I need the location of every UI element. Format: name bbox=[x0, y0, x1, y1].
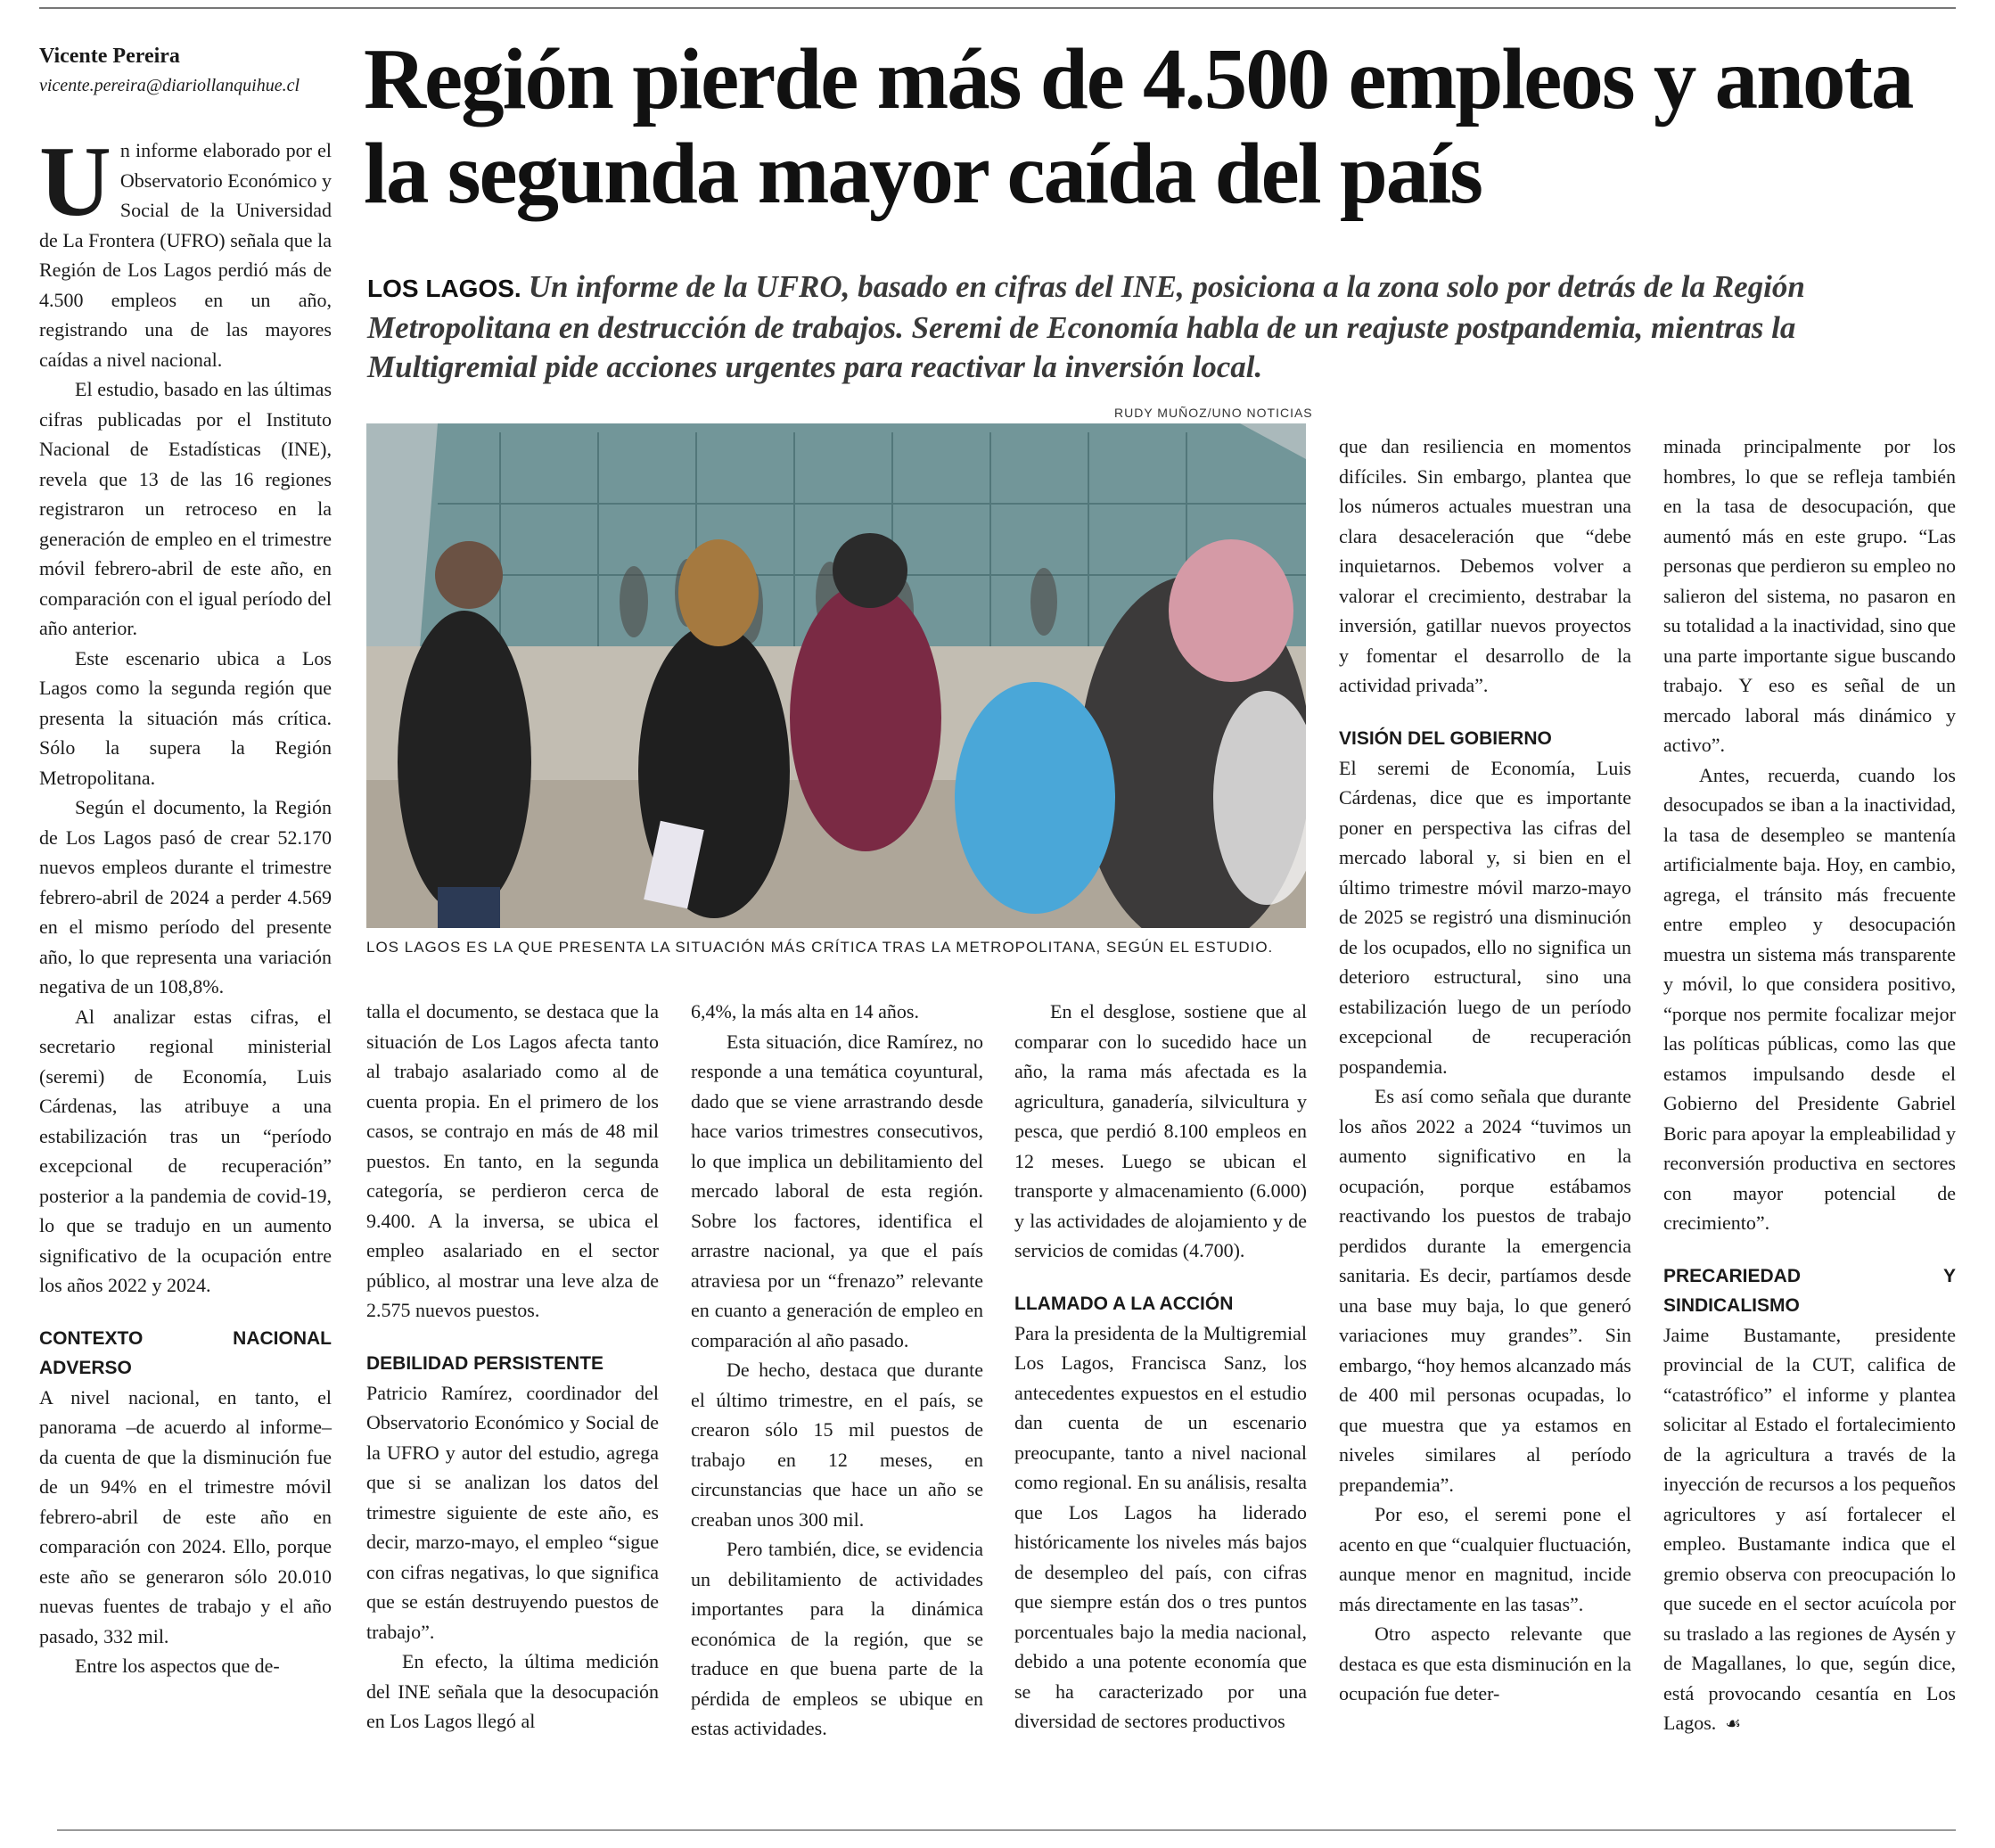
body-paragraph: Al analizar estas cifras, el secretario regional ministerial (seremi) de Economía, Luis Cárdenas, las atribuye a una estabilización tras un “período excepcional de recuperación” posterior a la pandemia de covid-19, lo que se tradujo en un aumento significativo de la ocupación entre los años 2022 y 2024. bbox=[39, 1005, 332, 1296]
column-2 bbox=[366, 997, 659, 1737]
column-6 bbox=[1663, 431, 1956, 1739]
subheading-contexto: CONTEXTO NACIONAL ADVERSO bbox=[39, 1327, 332, 1378]
body-paragraph: Jaime Bustamante, presidente provincial de la CUT, califica de “catastrófico” el informe y plantea solicitar al Estado el fortalecimiento de la agricultura a través de la inyección de recursos a los pequeños agricultores y así fortalecer el empleo. Bustamante indica que el gremio observa con preocupación lo que sucede en el sector acuícola por su traslado a las regiones de Aysén y de Magallanes, lo que, según dice, está provocando cesantía en Los Lagos. ☙ bbox=[1663, 1323, 1956, 1734]
photo-caption: LOS LAGOS ES LA QUE PRESENTA LA SITUACIÓN MÁS CRÍTICA TRAS LA METROPOLITANA, SEGÚN EL ESTUDIO. bbox=[366, 939, 1274, 956]
body-paragraph: talla el documento, se destaca que la situación de Los Lagos afecta tanto al trabajo asalariado como al de cuenta propia. En el primero de los casos, se contrajo en más de 48 mil puestos. En tanto, en la segunda categoría, se perdieron cerca de 9.400. A la inversa, se ubica el empleo asalariado en el sector público, al mostrar una leve alza de 2.575 nuevos puestos. bbox=[366, 1000, 659, 1321]
body-paragraph: Para la presidenta de la Multigremial Los Lagos, Francisca Sanz, los antecedentes expuestos en el estudio dan cuenta de un escenario preocupante, tanto a nivel nacional como regional. En su análisis, resalta que Los Lagos ha liderado históricamente los niveles más bajos de desempleo del país, con cifras que siempre están dos o tres puntos porcentuales bajo la media nacional, debido a una potente economía que se ha caracterizado por una diversidad de sectores productivos bbox=[1014, 1321, 1307, 1732]
headline: Región pierde más de 4.500 empleos y anota la segunda mayor caída del país bbox=[364, 31, 1913, 221]
byline bbox=[39, 45, 342, 96]
body-paragraph: Entre los aspectos que de- bbox=[75, 1655, 280, 1677]
news-photo bbox=[366, 423, 1306, 928]
column-3 bbox=[691, 997, 983, 1744]
body-paragraph: Es así como señala que durante los años 2022 a 2024 “tuvimos un aumento significativo en la ocupación, porque estábamos reactivando los puestos de trabajo perdidos durante la emergencia sanitaria. Es decir, partíamos desde una base muy baja, lo que generó variaciones muy grandes”. Sin embargo, “hoy hemos alcanzado más de 400 mil personas ocupadas, lo que muestra que ya estamos en niveles similares al período prepandemia”. bbox=[1339, 1085, 1631, 1496]
lead-paragraph bbox=[367, 267, 1936, 387]
column-1 bbox=[39, 127, 332, 1681]
drop-cap: U bbox=[39, 127, 111, 237]
column-5 bbox=[1339, 431, 1631, 1709]
subheading-debilidad: DEBILIDAD PERSISTENTE bbox=[366, 1352, 604, 1374]
body-paragraph: que dan resiliencia en momentos difíciles. Sin embargo, plantea que los números actuales muestran una clara desaceleración que “debe inquietarnos. Debemos volver a valorar el crecimiento, destrabar la inversión, gatillar nuevos proyectos y fomentar el desarrollo de la actividad privada”. bbox=[1339, 435, 1631, 696]
body-paragraph: Esta situación, dice Ramírez, no responde a una temática coyuntural, dado que se viene arrastrando desde hace varios trimestres consecutivos, lo que implica un debilitamiento del mercado laboral de esta región. Sobre los factores, identifica el arrastre nacional, ya que el país atraviesa por un “frenazo” relevante en cuanto a generación de empleo en comparación al año pasado. bbox=[691, 1030, 983, 1351]
bottom-rule bbox=[57, 1829, 1956, 1831]
subheading-llamado: LLAMADO A LA ACCIÓN bbox=[1014, 1293, 1234, 1314]
body-paragraph: Otro aspecto relevante que destaca es que esta disminución en la ocupación fue deter- bbox=[1339, 1622, 1631, 1704]
author-email[interactable]: vicente.pereira@diariollanquihue.cl bbox=[39, 76, 300, 95]
body-paragraph: Según el documento, la Región de Los Lagos pasó de crear 52.170 nuevos empleos durante el trimestre febrero-abril de 2024 a perder 4.569 en el mismo período del presente año, lo que representa una variación negativa de un 108,8%. bbox=[39, 796, 332, 998]
body-paragraph: Antes, recuerda, cuando los desocupados se iban a la inactividad, la tasa de desempleo se mantenía artificialmente baja. Hoy, en cambio, agrega, el tránsito más frecuente entre empleo y desocupación muestra un sistema más transparente y móvil, lo que considera positivo, “porque nos permite focalizar mejor las políticas públicas, como las que estamos impulsando desde el Gobierno del Presidente Gabriel Boric para apoyar la empleabilidad y reconversión productiva en sectores con mayor potencial de crecimiento”. bbox=[1663, 763, 1956, 1234]
body-paragraph: 6,4%, la más alta en 14 años. bbox=[691, 1000, 919, 1023]
body-paragraph: Por eso, el seremi pone el acento en que “cualquier fluctuación, aunque menor en magnitud, incide más directamente en las tasas”. bbox=[1339, 1503, 1632, 1615]
body-paragraph: Este escenario ubica a Los Lagos como la segunda región que presenta la situación más crítica. Sólo la supera la Región Metropolitana. bbox=[39, 646, 332, 789]
body-paragraph: De hecho, destaca que durante el último trimestre, en el país, se crearon sólo 15 mil puestos de trabajo en 12 meses, en circunstancias que hace un año se creaban unos 300 mil. bbox=[691, 1359, 983, 1531]
body-paragraph: A nivel nacional, en tanto, el panorama –de acuerdo al informe– da cuenta de que la disminución fue de un 94% en el trimestre móvil febrero-abril de este año en comparación con 2024. Ello, porque este año se generaron sólo 20.010 nuevas fuentes de trabajo y el año pasado, 332 mil. bbox=[39, 1385, 332, 1647]
lead-text: Un informe de la UFRO, basado en cifras del INE, posiciona a la zona solo por detrás de la Región Metropolitana en destrucción de trabajos. Seremi de Economía habla de un reajuste postpandemia, mientras la Multigremial pide acciones urgentes para reactivar la inversión local. bbox=[367, 269, 1805, 384]
subheading-precariedad: PRECARIEDAD Y SINDICALISMO bbox=[1663, 1265, 1956, 1316]
subheading-vision: VISIÓN DEL GOBIERNO bbox=[1339, 727, 1552, 749]
crowd-photo-illustration bbox=[366, 423, 1306, 928]
body-paragraph: El seremi de Economía, Luis Cárdenas, dice que es importante poner en perspectiva las cifras del mercado laboral y, si bien en el último trimestre móvil marzo-mayo de 2025 se registró una disminución de los ocupados, ello no significa un deterioro estructural, sino una estabilización luego de un período excepcional de recuperación pospandemia. bbox=[1339, 756, 1631, 1078]
body-paragraph: En efecto, la última medición del INE señala que la desocupación en Los Lagos llegó al bbox=[366, 1650, 659, 1732]
body-paragraph: El estudio, basado en las últimas cifras publicadas por el Instituto Nacional de Estadísticas (INE), revela que 13 de las 16 regiones registraron un retroceso en la generación de empleo en el trimestre móvil febrero-abril de este año, en comparación con el igual período del año anterior. bbox=[39, 378, 332, 639]
body-paragraph: Pero también, dice, se evidencia un debilitamiento de actividades importantes para la dinámica económica de la región, que se traduce en que buena parte de la pérdida de empleos se ubique en estas actividades. bbox=[691, 1538, 983, 1739]
intro-paragraph: Un informe elaborado por el Observatorio Económico y Social de la Universidad de La Frontera (UFRO) señala que la Región de Los Lagos perdió más de 4.500 empleos en un año, registrando una de las mayores caídas a nivel nacional. bbox=[39, 127, 332, 371]
body-paragraph: En el desglose, sostiene que al comparar con lo sucedido hace un año, la rama más afectada es la agricultura, ganadería, silvicultura y pesca, que perdió 8.100 empleos en 12 meses. Luego se ubican el transporte y almacenamiento (6.000) y las actividades de alojamiento y de servicios de comidas (4.700). bbox=[1014, 1000, 1307, 1261]
photo-credit: RUDY MUÑOZ/UNO NOTICIAS bbox=[1114, 406, 1313, 420]
body-paragraph: minada principalmente por los hombres, lo que se refleja también en la tasa de desocupación, que aumentó más en este grupo. “Las personas que perdieron su empleo no salieron del sistema, no pasaron en su totalidad a la inactividad, sino que una parte importante sigue buscando trabajo. Y eso es señal de un mercado laboral más dinámico y activo”. bbox=[1663, 435, 1956, 756]
column-4 bbox=[1014, 997, 1307, 1737]
lead-kicker: LOS LAGOS. bbox=[367, 275, 521, 302]
top-rule bbox=[39, 7, 1956, 9]
end-mark-icon: ☙ bbox=[1725, 1712, 1742, 1734]
author-name: Vicente Pereira bbox=[39, 45, 180, 68]
body-paragraph: Patricio Ramírez, coordinador del Observatorio Económico y Social de la UFRO y autor del estudio, agrega que si se analizan los datos del trimestre siguiente de este año, es decir, marzo-mayo, el empleo “sigue con cifras negativas, lo que significa que se están destruyendo puestos de trabajo”. bbox=[366, 1381, 659, 1643]
